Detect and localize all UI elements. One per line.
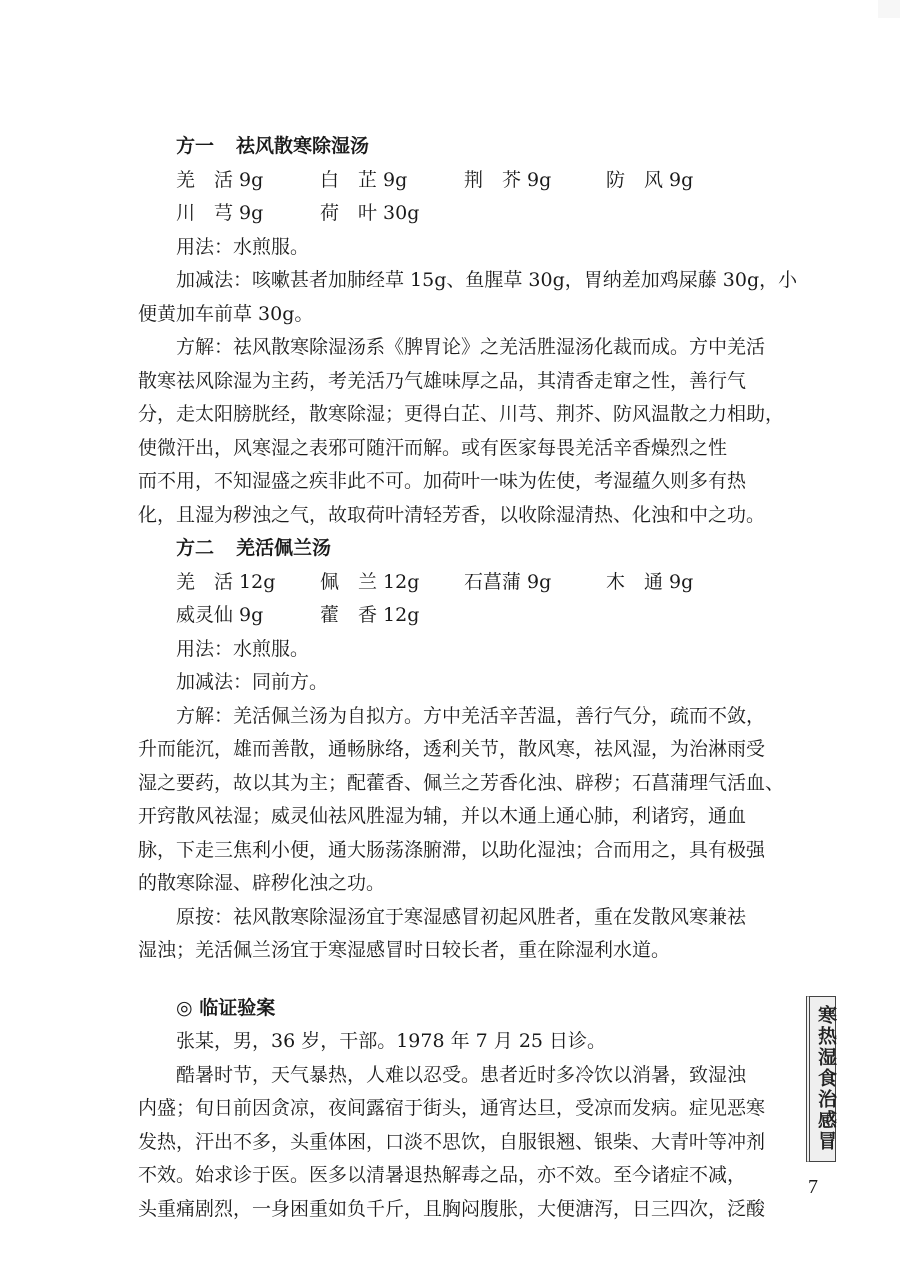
formula1-herb-row-2	[176, 197, 800, 231]
case-intro: 张某，男，36 岁，干部。1978 年 7 月 25 日诊。	[176, 1030, 607, 1052]
herb-item: 羌 活 9g	[176, 168, 264, 191]
formula1-number: 方一	[176, 135, 215, 157]
herb-item: 石菖蒲 9g	[464, 570, 552, 593]
formula1-herb-row-1	[176, 164, 800, 198]
herb-item: 白 芷 9g	[320, 168, 408, 191]
herb-item: 羌 活 12g	[176, 570, 276, 593]
paragraph-line: 原按：祛风散寒除湿汤宜于寒湿感冒初起风胜者，重在发散风寒兼祛	[176, 905, 747, 928]
paragraph-line: 的散寒除湿、辟秽化浊之功。	[138, 872, 386, 894]
paragraph-line: 不效。始求诊于医。医多以清暑退热解毒之品，亦不效。至今诸症不减，	[138, 1164, 747, 1186]
herb-item: 威灵仙 9g	[176, 604, 264, 626]
formula1-modification	[138, 264, 800, 331]
paragraph-line: 化，且湿为秽浊之气，故取荷叶清轻芳香，以收除湿清热、化浊和中之功。	[138, 503, 766, 526]
paragraph-line: 湿浊；羌活佩兰汤宜于寒湿感冒时日较长者，重在除湿利水道。	[138, 939, 671, 961]
formula1-name: 祛风散寒除湿汤	[236, 135, 370, 157]
chapter-side-tab	[806, 996, 836, 1162]
paragraph-line: 方解：羌活佩兰汤为自拟方。方中羌活辛苦温，善行气分，疏而不敛，	[176, 704, 766, 727]
paragraph-line: 内盛；旬日前因贪凉，夜间露宿于街头，通宵达旦，受凉而发病。症见恶寒	[138, 1097, 766, 1119]
formula2-herb-row-2	[176, 599, 800, 633]
paragraph-line: 脉，下走三焦利小便，通大肠荡涤腑滞，以助化湿浊；合而用之，具有极强	[138, 838, 766, 861]
formula2-number: 方二	[176, 537, 215, 559]
paragraph-line: 加减法：咳嗽甚者加肺经草 15g、鱼腥草 30g，胃纳差加鸡屎藤 30g，小	[176, 269, 798, 291]
herb-item: 荷 叶 30g	[320, 202, 420, 224]
paragraph-line: 便黄加车前草 30g。	[138, 302, 314, 325]
paragraph-line: 方解：祛风散寒除湿汤系《脾胃论》之羌活胜湿汤化裁而成。方中羌活	[176, 336, 766, 358]
paragraph-line: 开窍散风祛湿；威灵仙祛风胜湿为辅，并以木通上通心肺，利诸窍，通血	[138, 805, 747, 827]
page-corner-mark	[878, 0, 900, 18]
paragraph-line: 湿之要药，故以其为主；配藿香、佩兰之芳香化浊、辟秽；石菖蒲理气活血、	[138, 771, 785, 794]
paragraph-line: 头重痛剧烈，一身困重如负千斤，且胸闷腹胀，大便溏泻，日三四次，泛酸	[138, 1197, 766, 1220]
case-heading: ◎ 临证验案	[176, 996, 276, 1019]
formula2-heading	[176, 532, 800, 566]
chapter-side-tab-label: 寒热湿食治感冒	[815, 1005, 837, 1152]
page-number: 7	[808, 1176, 818, 1198]
paragraph-line: 而不用，不知湿盛之疾非此不可。加荷叶一味为佐使，考湿蕴久则多有热	[138, 470, 747, 492]
formula1-heading	[176, 130, 800, 164]
page-body	[138, 130, 800, 1226]
herb-item: 防 风 9g	[606, 168, 694, 191]
case-body	[138, 1059, 800, 1227]
formula2-usage: 用法：水煎服。	[176, 637, 310, 660]
paragraph-line: 升而能沉，雄而善散，通畅脉络，透利关节，散风寒，祛风湿，为治淋雨受	[138, 738, 766, 760]
formula2-herb-row-1	[176, 566, 800, 600]
paragraph-line: 散寒祛风除湿为主药，考羌活乃气雄味厚之品，其清香走窜之性，善行气	[138, 369, 747, 392]
original-note	[138, 901, 800, 968]
herb-item: 荆 芥 9g	[464, 168, 552, 191]
formula2-explanation	[138, 700, 800, 901]
paragraph-line: 使微汗出，风寒湿之表邪可随汗而解。或有医家每畏羌活辛香燥烈之性	[138, 436, 728, 459]
paragraph-line: 发热，汗出不多，头重体困，口淡不思饮，自服银翘、银柴、大青叶等冲剂	[138, 1130, 766, 1153]
herb-item: 木 通 9g	[606, 570, 694, 593]
formula2-name: 羌活佩兰汤	[236, 537, 332, 559]
formula1-explanation	[138, 331, 800, 532]
paragraph-line: 酷暑时节，天气暴热，人难以忍受。患者近时多冷饮以消暑，致湿浊	[176, 1063, 747, 1086]
paragraph-line: 分，走太阳膀胱经，散寒除湿；更得白芷、川芎、荆芥、防风温散之力相助，	[138, 403, 785, 425]
formula1-usage: 用法：水煎服。	[176, 235, 310, 258]
herb-item: 藿 香 12g	[320, 604, 420, 626]
formula2-modification: 加减法：同前方。	[176, 671, 329, 693]
herb-item: 佩 兰 12g	[320, 570, 420, 593]
herb-item: 川 芎 9g	[176, 202, 264, 224]
